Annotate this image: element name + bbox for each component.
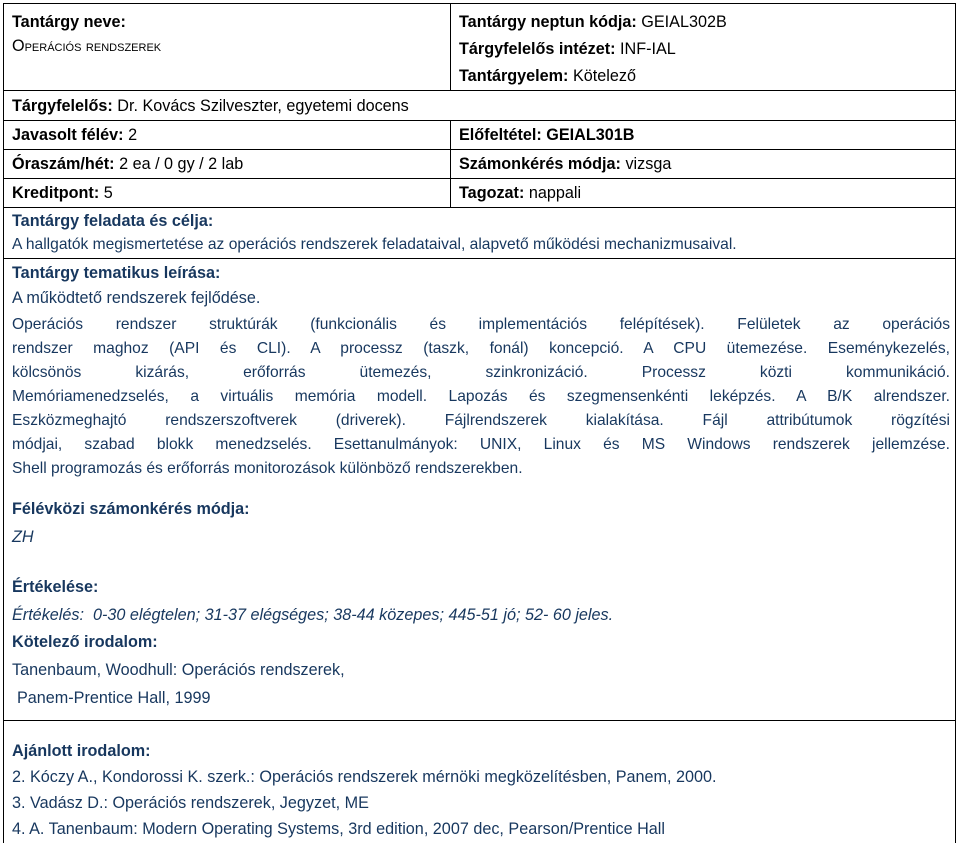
thematic-row: Eszközmeghajtó rendszerszoftverek (driverek). Fájlrendszerek kialakítása. Fájl attribútumok rögzítési (12, 412, 950, 429)
mandatory-heading: Kötelező irodalom: (12, 633, 158, 651)
semester-cell (4, 120, 450, 149)
hours-cell (4, 149, 450, 178)
faculty-cell (450, 178, 955, 207)
element-label: Tantárgyelem: (459, 67, 569, 85)
mandatory-line-2: Panem-Prentice Hall, 1999 (17, 689, 211, 707)
recommended-item: 2. Kóczy A., Kondorossi K. szerk.: Operációs rendszerek mérnöki megközelítésben, Panem, 2000. (12, 768, 717, 786)
course-sheet (3, 3, 956, 843)
prereq-cell (450, 120, 955, 149)
exam-cell (450, 149, 955, 178)
recommended-item: 4. A. Tanenbaum: Modern Operating Systems, 3rd edition, 2007 dec, Pearson/Prentice Hall (12, 820, 665, 838)
subject-code-cell (450, 4, 955, 90)
thematic-line-1: A működtető rendszerek fejlődése. (12, 289, 261, 307)
faculty-label: Tagozat: (459, 184, 525, 202)
subject-name-value: Operációs rendszerek (12, 37, 162, 55)
institute-value: INF-IAL (620, 40, 676, 58)
responsible-label: Tárgyfelelős: (12, 97, 113, 115)
exam-label: Számonkérés módja: (459, 155, 621, 173)
element-value: Kötelező (572, 67, 636, 85)
thematic-row: rendszer maghoz (API és CLI). A processz (taszk, fonál) koncepció. A CPU ütemezése. Eseménykezelés, (12, 340, 950, 357)
subject-name-label: Tantárgy neve: (12, 13, 126, 31)
recommended-heading: Ajánlott irodalom: (12, 742, 151, 760)
institute-label: Tárgyfelelős intézet: (459, 40, 616, 58)
responsible-value: Dr. Kovács Szilveszter, egyetemi docens (117, 97, 409, 115)
evaluation-text: Értékelés: 0-30 elégtelen; 31-37 elégséges; 38-44 közepes; 445-51 jó; 52- 60 jeles. (12, 606, 614, 624)
hours-value: 2 ea / 0 gy / 2 lab (119, 155, 244, 173)
credit-value: 5 (103, 184, 113, 202)
neptun-value: GEIAL302B (641, 13, 727, 31)
neptun-label: Tantárgy neptun kódja: (459, 13, 637, 31)
midterm-value: ZH (12, 528, 34, 546)
recommended-item: 3. Vadász D.: Operációs rendszerek, Jegyzet, ME (12, 794, 369, 812)
thematic-row: módjai, szabad blokk menedzselés. Esettanulmányok: UNIX, Linux és MS Windows rendszerek jellemzése. (12, 436, 950, 453)
thematic-row: Shell programozás és erőforrás monitorozások különböző rendszerekben. (12, 460, 523, 477)
goal-heading: Tantárgy feladata és célja: (12, 212, 214, 230)
prereq-label: Előfeltétel: (459, 126, 542, 144)
faculty-value: nappali (528, 184, 582, 202)
evaluation-heading: Értékelése: (12, 578, 99, 596)
credit-cell (4, 178, 450, 207)
midterm-heading: Félévközi számonkérés módja: (12, 500, 250, 518)
thematic-heading: Tantárgy tematikus leírása: (12, 264, 221, 282)
responsible-cell (4, 90, 955, 120)
subject-name-cell (4, 4, 450, 90)
semester-label: Javasolt félév: (12, 126, 124, 144)
semester-value: 2 (128, 126, 138, 144)
credit-label: Kreditpont: (12, 184, 100, 202)
thematic-row: Operációs rendszer struktúrák (funkcionális és implementációs felépítések). Felületek az operációs (12, 316, 950, 333)
description-cell (4, 258, 955, 720)
thematic-row: Memóriamenedzselés, a virtuális memória modell. Lapozás és szegmensenkénti leképzés. A B/K alrendszer. (12, 388, 950, 405)
thematic-paragraph (12, 313, 950, 481)
prereq-value: GEIAL301B (546, 126, 635, 144)
goal-cell (4, 207, 955, 258)
thematic-row: kölcsönös kizárás, erőforrás ütemezés, szinkronizáció. Processz közti kommunikáció. (12, 364, 950, 381)
hours-label: Óraszám/hét: (12, 155, 115, 173)
goal-text: A hallgatók megismertetése az operációs rendszerek feladataival, alapvető működési mechanizmusaival. (12, 236, 737, 253)
mandatory-line-1: Tanenbaum, Woodhull: Operációs rendszerek, (12, 661, 345, 679)
recommended-cell (4, 720, 955, 844)
exam-value: vizsga (625, 155, 672, 173)
